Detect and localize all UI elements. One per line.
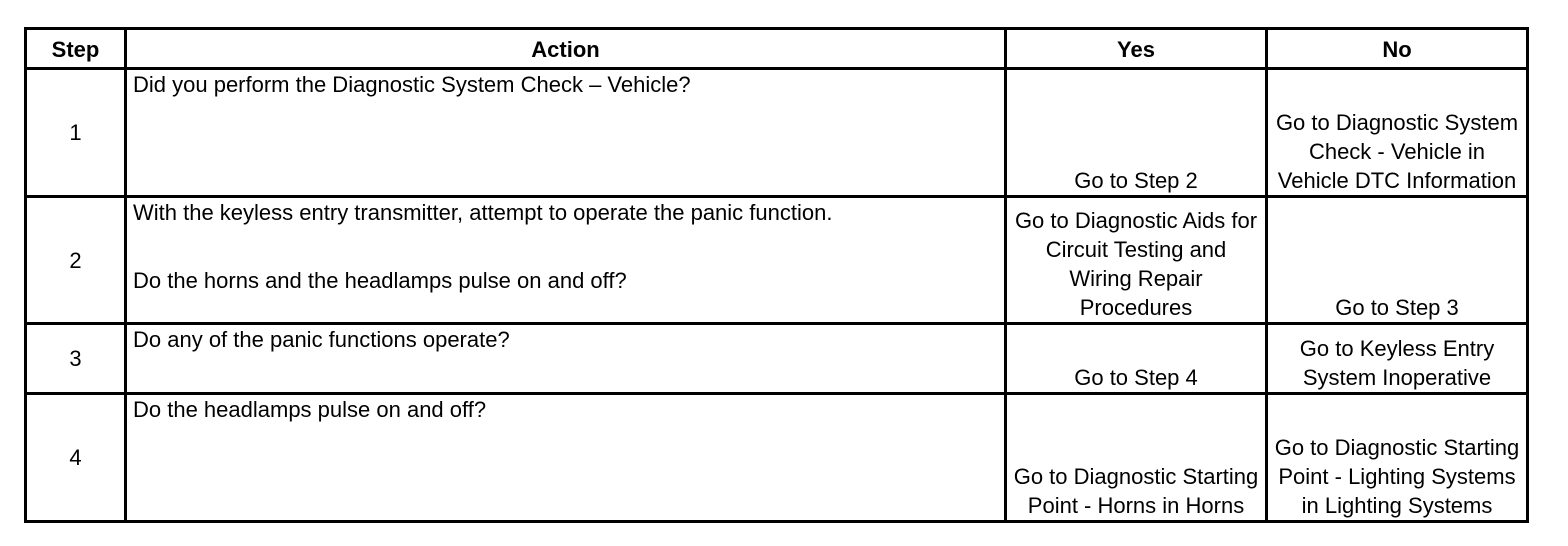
action-question: Do the horns and the headlamps pulse on and off?: [133, 268, 627, 293]
step-number: 4: [26, 394, 126, 522]
header-yes: Yes: [1006, 29, 1267, 69]
step-number: 2: [26, 197, 126, 324]
table-row: [26, 197, 1528, 324]
no-result: Go to Keyless Entry System Inoperative: [1267, 324, 1528, 394]
header-action: Action: [126, 29, 1006, 69]
table-row: [26, 324, 1528, 394]
action-text: Do the headlamps pulse on and off?: [133, 397, 487, 422]
header-no: No: [1267, 29, 1528, 69]
no-result: Go to Step 3: [1267, 197, 1528, 324]
diagnostic-table: [24, 27, 1529, 523]
table-row: [26, 394, 1528, 522]
table-row: [26, 69, 1528, 197]
action-text: Do any of the panic functions operate?: [133, 327, 510, 352]
yes-result: Go to Step 2: [1006, 69, 1267, 197]
header-step: Step: [26, 29, 126, 69]
step-number: 3: [26, 324, 126, 394]
no-result: Go to Diagnostic Starting Point - Lighting Systems in Lighting Systems: [1267, 394, 1528, 522]
action-text: Did you perform the Diagnostic System Check – Vehicle?: [133, 72, 691, 97]
action-text: With the keyless entry transmitter, attempt to operate the panic function.: [133, 200, 833, 225]
yes-result: Go to Diagnostic Aids for Circuit Testing and Wiring Repair Procedures: [1006, 197, 1267, 324]
action-cell: [126, 394, 1006, 522]
header-row: [26, 29, 1528, 69]
action-cell: [126, 197, 1006, 324]
action-cell: [126, 324, 1006, 394]
yes-result: Go to Diagnostic Starting Point - Horns in Horns: [1006, 394, 1267, 522]
no-result: Go to Diagnostic System Check - Vehicle in Vehicle DTC Information: [1267, 69, 1528, 197]
action-cell: [126, 69, 1006, 197]
step-number: 1: [26, 69, 126, 197]
yes-result: Go to Step 4: [1006, 324, 1267, 394]
